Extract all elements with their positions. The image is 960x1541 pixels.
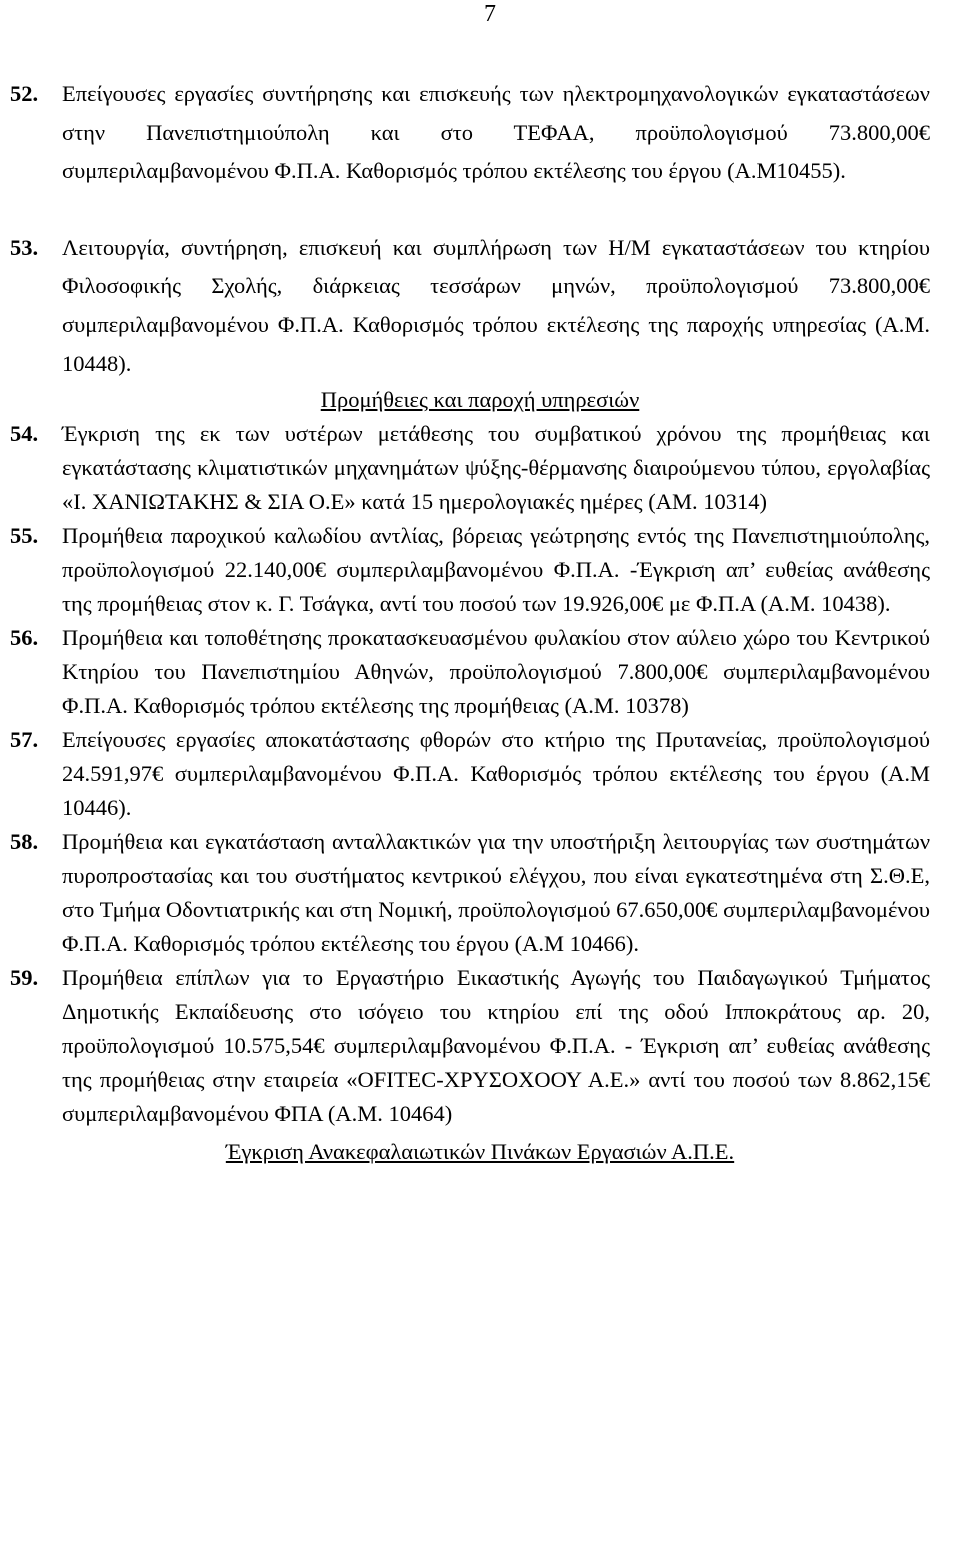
list-item: [0, 621, 960, 723]
list-item: [0, 229, 960, 383]
item-text: Προμήθεια επίπλων για το Εργαστήριο Εικαστικής Αγωγής του Παιδαγωγικού Τμήματος Δημοτικής Εκπαίδευσης στο ισόγειο του κτηρίου επί της οδού Ιπποκράτους αρ. 20, προϋπολογισμού 10.575,54€ συμπεριλαμβανομένου Φ.Π.Α. - Έγκριση απ’ ευθείας ανάθεσης της προμήθειας στην εταιρεία «OFITEC-ΧΡΥΣΟΧΟΟΥ Α.Ε.» αντί του ποσού των 8.862,15€ συμπεριλαμβανομένου ΦΠΑ (Α.Μ. 10464): [62, 965, 930, 1127]
item-number: 58.: [10, 829, 39, 855]
list-item: [0, 825, 960, 961]
item-number: 57.: [10, 727, 39, 753]
item-text: Προμήθεια και τοποθέτησης προκατασκευασμένου φυλακίου στον αύλειο χώρο του Κεντρικού Κτηρίου του Πανεπιστημίου Αθηνών, προϋπολογισμού 7.800,00€ συμπεριλαμβανομένου Φ.Π.Α. Καθορισμός τρόπου εκτέλεσης της προμήθειας (Α.Μ. 10378): [62, 625, 930, 719]
item-number: 55.: [10, 523, 39, 549]
item-text: Επείγουσες εργασίες αποκατάστασης φθορών στο κτήριο της Πρυτανείας, προϋπολογισμού 24.591,97€ συμπεριλαμβανομένου Φ.Π.Α. Καθορισμός τρόπου εκτέλεσης του έργου (Α.Μ 10446).: [62, 727, 930, 821]
section-heading-supplies: Προμήθειες και παροχή υπηρεσιών: [320, 387, 640, 413]
item-number: 52.: [10, 81, 39, 106]
item-number: 54.: [10, 421, 39, 447]
list-item: [0, 723, 960, 825]
spacer: [0, 191, 960, 229]
item-number: 59.: [10, 965, 39, 991]
item-number: 53.: [10, 234, 39, 260]
item-text: Λειτουργία, συντήρηση, επισκευή και συμπλήρωση των Η/Μ εγκαταστάσεων του κτηρίου Φιλοσοφικής Σχολής, διάρκειας τεσσάρων μηνών, προϋπολογισμού 73.800,00€ συμπεριλαμβανομένου Φ.Π.Α. Καθορισμός τρόπου εκτέλεσης της παροχής υπηρεσίας (Α.Μ. 10448).: [62, 234, 930, 376]
item-number: 56.: [10, 625, 39, 651]
item-text: Έγκριση της εκ των υστέρων μετάθεσης του συμβατικού χρόνου της προμήθειας και εγκατάστασης κλιματιστικών μηχανημάτων ψύξης-θέρμανσης διαιρούμενου τύπου, εργολαβίας «Ι. ΧΑΝΙΩΤΑΚΗΣ & ΣΙΑ Ο.Ε» κατά 15 ημερολογιακές ημέρες (ΑΜ. 10314): [62, 421, 930, 515]
list-item: [0, 417, 960, 519]
list-item: [0, 75, 960, 191]
section-heading-financial: Έγκριση Ανακεφαλαιωτικών Πινάκων Εργασιών Α.Π.Ε.: [225, 1139, 735, 1165]
list-item: [0, 519, 960, 621]
item-text: Προμήθεια και εγκατάσταση ανταλλακτικών για την υποστήριξη λειτουργίας των συστημάτων πυροπροστασίας και του συστήματος κεντρικού ελέγχου, που είναι εγκατεστημένα στη Σ.Θ.Ε, στο Τμήμα Οδοντιατρικής και στη Νομική, προϋπολογισμού 67.650,00€ συμπεριλαμβανομένου Φ.Π.Α. Καθορισμός τρόπου εκτέλεσης του έργου (Α.Μ 10466).: [62, 829, 930, 957]
item-text: Επείγουσες εργασίες συντήρησης και επισκευής των ηλεκτρομηχανολογικών εγκαταστάσεων στην Πανεπιστημιούπολη και στο ΤΕΦΑΑ, προϋπολογισμού 73.800,00€ συμπεριλαμβανομένου Φ.Π.Α. Καθορισμός τρόπου εκτέλεσης του έργου (Α.Μ10455).: [62, 81, 930, 184]
page-number: 7: [484, 1, 496, 27]
document-body: [0, 75, 960, 1169]
item-text: Προμήθεια παροχικού καλωδίου αντλίας, βόρειας γεώτρησης εντός της Πανεπιστημιούπολης, προϋπολογισμού 22.140,00€ συμπεριλαμβανομένου Φ.Π.Α. -Έγκριση απ’ ευθείας ανάθεσης της προμήθειας στον κ. Γ. Τσάγκα, αντί του ποσού των 19.926,00€ με Φ.Π.Α (Α.Μ. 10438).: [62, 523, 930, 617]
list-item: [0, 961, 960, 1131]
